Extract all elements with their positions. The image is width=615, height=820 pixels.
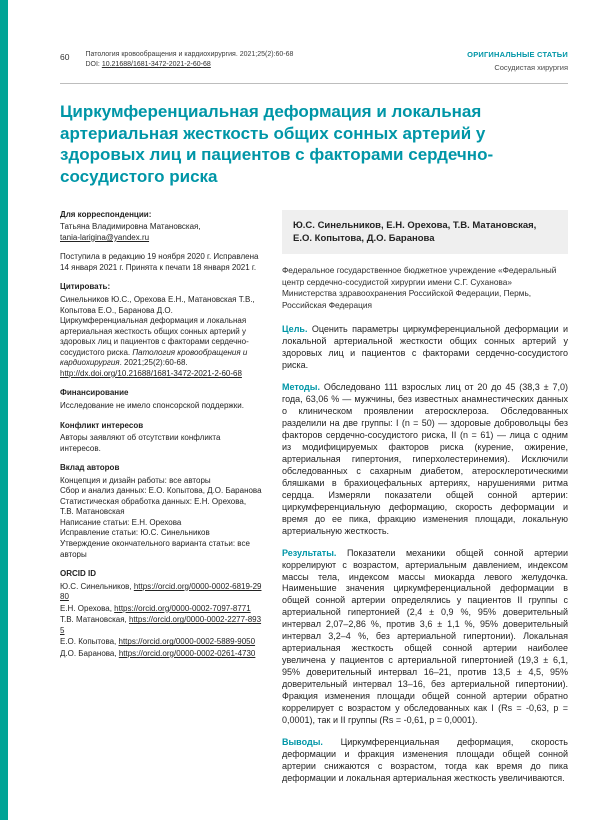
orcid-entry (60, 637, 262, 648)
abstract-methods (282, 382, 568, 538)
journal-citation-line: Патология кровообращения и кардиохирургия. 2021;25(2):60-68 (85, 51, 294, 58)
abstract-results-text: Показатели механики общей сонной артерии коррелируют с возрастом, артериальным давлением, индексом массы тела, индексом массы миокарда левого желудочка. Наименьшие значения циркумференциальной деформации в общей сонной артерии определялись у пациентов II группы с артериальной гипертонией (2,4 ± 0,9 %, 95% доверительный интервал 2,07–2,86 %, против 3,6 ± 1,1 %, 95% доверительный интервал 3,2–4 %, без артериальной гипертонии). Локальная артериальная жесткость общей сонной артерии наиболее увеличена у пациентов с артериальной гипертонией (19,3 ± 6,1, 95% доверительный интервал 16–21, против 13,5 ± 4,5, 95% доверительный интервал 13–16, без артериальной гипертонии). Фракция изменения площади общей сонной артерии обратно коррелирует с возрастом у обследованных как I (Rs = -0,63, p = 0,0001), так и II группы (Rs = -0,61, p = 0,0001). (282, 547, 568, 726)
funding-text: Исследование не имело спонсорской поддержки. (60, 400, 244, 410)
article-title: Циркумференциальная деформация и локальная артериальная жесткость общих сонных артерий у здоровых лиц и пациентов с факторами сердечно-сосудистого риска (60, 101, 494, 186)
orcid-heading: ORCID ID (60, 569, 96, 579)
orcid-author-name: Д.О. Баранова, (60, 648, 119, 658)
abstract-conclusions-label: Выводы. (282, 737, 323, 748)
abstract-results (282, 548, 568, 728)
orcid-link[interactable]: https://orcid.org/0000-0002-2277-8935 (60, 615, 262, 635)
abstract-methods-label: Методы. (282, 381, 320, 392)
authors-list: Ю.С. Синельников, Е.Н. Орехова, Т.В. Матановская, Е.О. Копытова, Д.О. Баранова (282, 210, 568, 255)
page-header (60, 50, 568, 74)
citation-heading: Цитировать: (60, 282, 111, 292)
abstract-aim-label: Цель. (282, 324, 308, 335)
contribution-line: Сбор и анализ данных: Е.О. Копытова, Д.О. Баранова (60, 486, 262, 496)
conflict-block (60, 421, 262, 455)
citation-journal-italic: Патология кровообращения и кардиохирургия (60, 347, 248, 368)
two-column-layout (60, 210, 568, 795)
subrubric-label: Сосудистая хирургия (494, 62, 568, 72)
received-dates: Поступила в редакцию 19 ноября 2020 г. Исправлена 14 января 2021 г. Принята к печати 18 января 2021 г. (60, 252, 259, 272)
affiliation: Федеральное государственное бюджетное учреждение «Федеральный центр сердечно-сосудистой хирургии имени С.Г. Суханова» Министерства здравоохранения Российской Федерации, Пермь, Российская Федерация (282, 265, 557, 310)
contribution-line: Концепция и дизайн работы: все авторы (60, 475, 211, 485)
header-right (467, 50, 568, 74)
orcid-entry (60, 649, 262, 660)
correspondence-block (60, 210, 262, 244)
doi-label: DOI: (85, 61, 102, 69)
contribution-block (60, 463, 262, 560)
contribution-line: Утверждение окончательного варианта статьи: все авторы (60, 538, 250, 559)
doi-line (85, 60, 293, 70)
abstract-conclusions-text: Циркумференциальная деформация, скорость деформации и фракция изменения площади общей сонной артерии снижаются с возрастом, тогда как время до пика деформации и локальная артериальная жесткость увеличиваются. (282, 737, 568, 783)
orcid-link[interactable]: https://orcid.org/0000-0002-7097-8771 (114, 603, 251, 613)
orcid-entry (60, 615, 262, 636)
orcid-entry (60, 604, 262, 615)
citation-doi-link[interactable]: http://dx.doi.org/10.21688/1681-3472-2021-2-60-68 (60, 368, 242, 378)
correspondence-name: Татьяна Владимировна Матановская, (60, 222, 201, 232)
orcid-author-name: Т.В. Матановская, (60, 615, 129, 625)
contribution-line: Исправление статьи: Ю.С. Синельников (60, 528, 210, 538)
abstract-results-label: Результаты. (282, 547, 337, 558)
accent-sidebar (0, 0, 8, 820)
funding-block (60, 388, 262, 411)
abstract-column (282, 210, 568, 795)
orcid-link[interactable]: https://orcid.org/0000-0002-0261-4730 (118, 648, 256, 658)
conflict-text: Авторы заявляют об отсутствии конфликта интересов. (60, 433, 221, 453)
funding-heading: Финансирование (60, 388, 129, 398)
orcid-link[interactable]: https://orcid.org/0000-0002-5889-9050 (118, 637, 256, 647)
header-left (60, 50, 293, 70)
abstract-methods-text: Обследовано 111 взрослых лиц от 20 до 45 (38,3 ± 7,0) года, 63,06 % — мужчины, без известных анамнестических данных о клиническом проявлении атеросклероза. Обследованных разделили на две группы: I (n = 50) — здоровые добровольцы без факторов сердечно-сосудистого риска, II (n = 61) — лица с одним из модифицируемых факторов риска (курение, ожирение, артериальная гипертония, гиперхолестеринемия). Исключили обследованных с сахарным диабетом, атеросклеротическими бляшками в брахиоцефальных артериях, нарушениями ритма сердца. Измеряли показатели общей сонной артерии: циркумференциальную деформацию, скорость деформации и время до ее пика, фракцию изменения площади, локальную артериальную жесткость. (282, 381, 568, 536)
contribution-line: Статистическая обработка данных: Е.Н. Орехова, Т.В. Матановская (60, 496, 247, 517)
contribution-line: Написание статьи: Е.Н. Орехова (60, 517, 182, 527)
page-number: 60 (60, 52, 70, 62)
journal-page (8, 0, 615, 820)
header-divider (60, 83, 568, 84)
orcid-block (60, 569, 262, 659)
orcid-entry (60, 582, 262, 603)
contribution-heading: Вклад авторов (60, 463, 120, 473)
orcid-link[interactable]: https://orcid.org/0000-0002-6819-2980 (60, 581, 262, 602)
journal-meta (85, 50, 293, 70)
doi-link[interactable]: 10.21688/1681-3472-2021-2-60-68 (101, 61, 211, 69)
abstract-aim (282, 324, 568, 372)
orcid-author-name: Е.О. Копытова, (60, 637, 119, 647)
correspondence-heading: Для корреспонденции: (60, 209, 152, 219)
conflict-heading: Конфликт интересов (60, 420, 144, 430)
rubric-label: ОРИГИНАЛЬНЫЕ СТАТЬИ (467, 50, 568, 59)
orcid-author-name: Е.Н. Орехова, (60, 603, 115, 613)
metadata-column (60, 210, 262, 795)
abstract-conclusions (282, 737, 568, 785)
orcid-author-name: Ю.С. Синельников, (60, 581, 134, 591)
abstract-aim-text: Оценить параметры циркумференциальной деформации и локальной артериальной жесткости общих сонных артерий у здоровых лиц и пациентов с факторами сердечно-сосудистого риска. (282, 324, 568, 370)
citation-block (60, 282, 262, 379)
citation-text: Синельников Ю.С., Орехова Е.Н., Матановская Т.В., Копытова Е.О., Баранова Д.О. Циркумференциальная деформация и локальная артериальная жесткость общих сонных артерий у здоровых лиц и пациентов с факторами сердечно-сосудистого риска. Патология кровообращения и кардиохирургия. 2021;25(2):60-68. (60, 295, 255, 368)
correspondence-email-link[interactable]: tania-larigina@yandex.ru (60, 232, 150, 242)
